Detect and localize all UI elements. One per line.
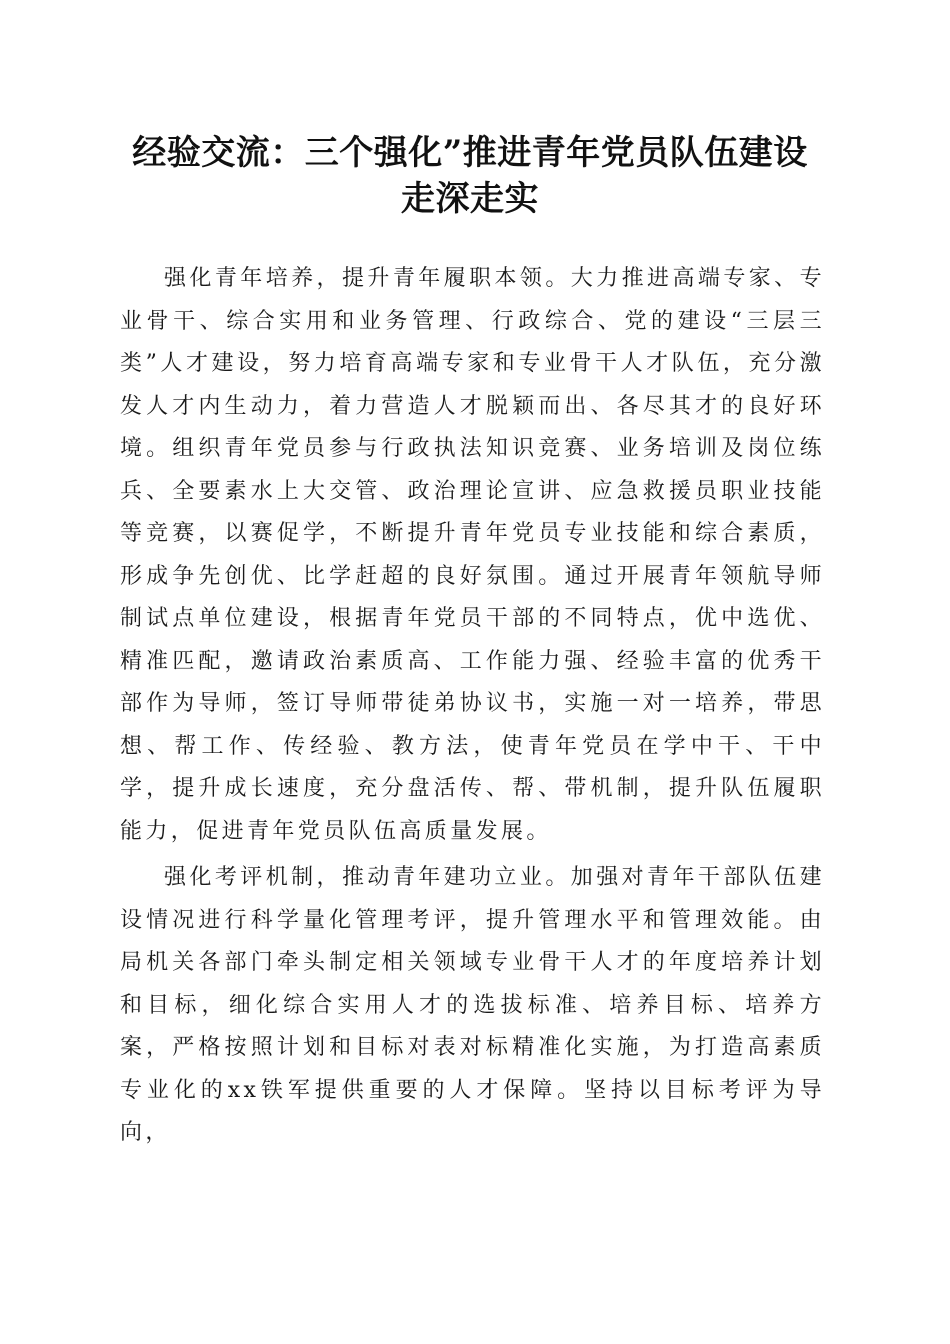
paragraph-2: 强化考评机制，推动青年建功立业。加强对青年干部队伍建设情况进行科学量化管理考评，提升管理水平和管理效能。由局机关各部门牵头制定相关领域专业骨干人才的年度培养计划和目标，细化综合实用人才的选拔标准、培养目标、培养方案，严格按照计划和目标对表对标精准化实施，为打造高素质专业化的xx铁军提供重要的人才保障。坚持以目标考评为导向， bbox=[120, 865, 825, 1145]
title-line-1: 经验交流：三个强化”推进青年党员队伍建设 bbox=[132, 133, 808, 173]
title-line-2: 走深走实 bbox=[401, 179, 539, 219]
document-body bbox=[120, 258, 825, 1159]
paragraph-1: 强化青年培养，提升青年履职本领。大力推进高端专家、专业骨干、综合实用和业务管理、行政综合、党的建设“三层三类”人才建设，努力培育高端专家和专业骨干人才队伍，充分激发人才内生动力，着力营造人才脱颖而出、各尽其才的良好环境。组织青年党员参与行政执法知识竞赛、业务培训及岗位练兵、全要素水上大交管、政治理论宣讲、应急救援员职业技能等竞赛，以赛促学，不断提升青年党员专业技能和综合素质，形成争先创优、比学赶超的良好氛围。通过开展青年领航导师制试点单位建设，根据青年党员干部的不同特点，优中选优、精准匹配，邀请政治素质高、工作能力强、经验丰富的优秀干部作为导师，签订导师带徒弟协议书，实施一对一培养，带思想、帮工作、传经验、教方法，使青年党员在学中干、干中学，提升成长速度，充分盘活传、帮、带机制，提升队伍履职能力，促进青年党员队伍高质量发展。 bbox=[120, 266, 825, 844]
document-title bbox=[100, 130, 840, 222]
